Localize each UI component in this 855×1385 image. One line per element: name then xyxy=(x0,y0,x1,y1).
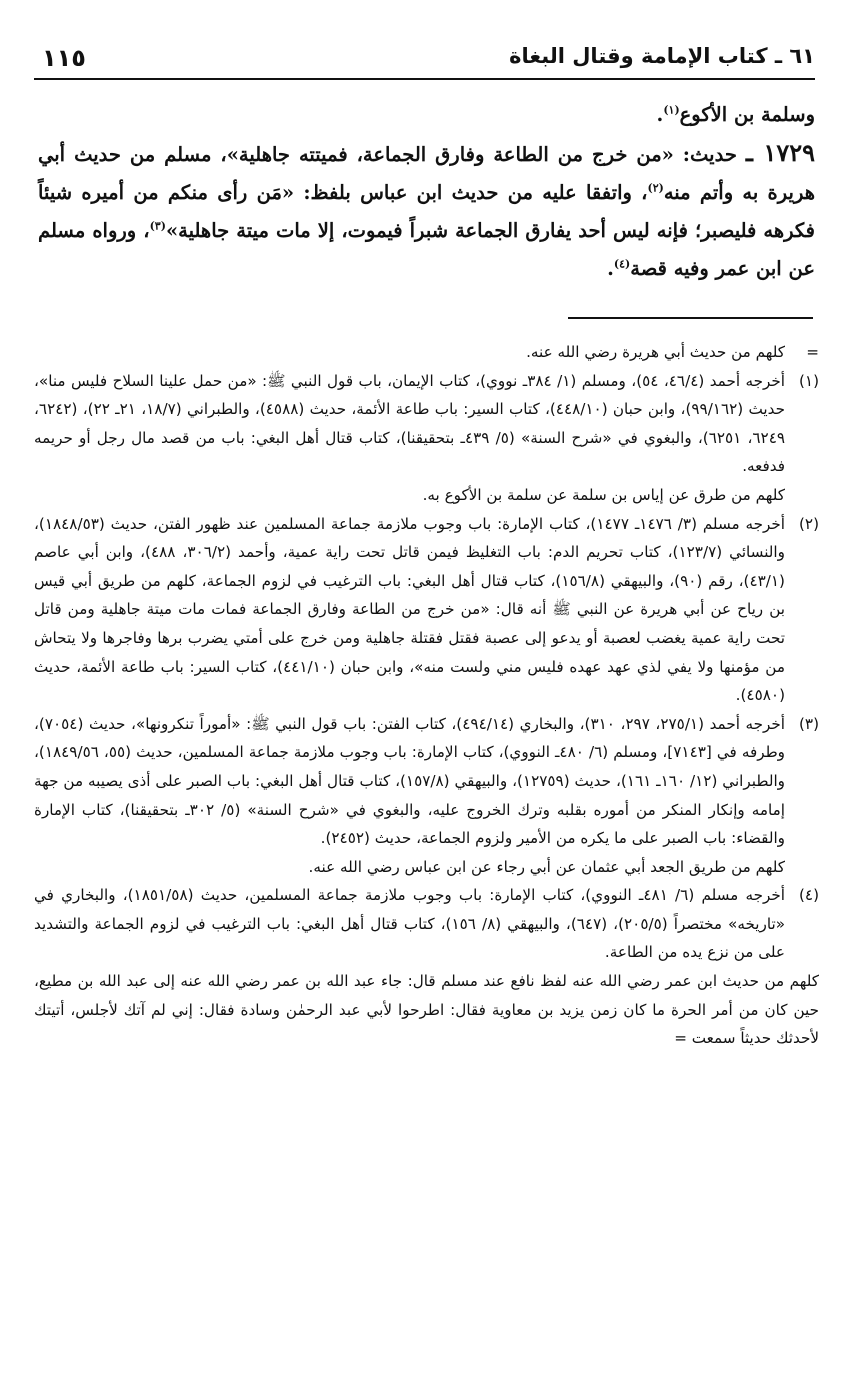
footnote-2-text: أخرجه مسلم (٣/ ١٤٧٦ـ ١٤٧٧)، كتاب الإمارة: باب وجوب ملازمة جماعة المسلمين عند ظهور الفتن، حديث (١٨٤٨/٥٣)، والنسائي (١٢٣/٧)، كتاب تحريم الدم: باب التغليظ فيمن قاتل تحت راية عمية، وأحمد (٣٠٦/٢، ٤٨٨)، وابن أبي عاصم (٤٣/١)، رقم (٩٠)، والبيهقي (١٥٦/٨)، كتاب قتال أهل البغي: باب الترغيب في لزوم الجماعة، كلهم من طريق أبي قيس بن رياح عن أبي هريرة عن النبي ﷺ أنه قال: «من خرج من الطاعة وفارق الجماعة فمات مات ميتة جاهلية ومن قاتل تحت راية عمية يغضب لعصبة أو يدعو إلى عصبة فقتل فقتلة جاهلية ومن خرج على أمتي يضرب برها وفاجرها ولا يتحاش من مؤمنها ولا يفي لذي عهد عهده فليس مني ولست منه»، وابن حبان (٤٤١/١٠)، كتاب السير: باب طاعة الأئمة، حديث (٤٥٨٠). xyxy=(34,514,786,705)
page-number: ١١٥ xyxy=(42,44,86,72)
footnote-1-mark: (١) xyxy=(798,371,819,390)
hadith-number: ١٧٢٩ ـ xyxy=(745,138,815,167)
footnote-4-text: أخرجه مسلم (٦/ ٤٨١ـ النووي)، كتاب الإمارة: باب وجوب ملازمة جماعة المسلمين، حديث (١٨٥١/٥٨)، والبخاري في «تاريخه» مختصراً (٢٠٥/٥)، (٦٤٧)، والبيهقي (٨/ ١٥٦)، كتاب قتال أهل البغي: باب الترغيب في لزوم الجماعة والتشديد على من نزع يده من الطاعة. xyxy=(34,886,785,962)
footnote-3-text: أخرجه أحمد (٢٧٥/١، ٢٩٧، ٣١٠)، والبخاري (٤٩٤/١٤)، كتاب الفتن: باب قول النبي ﷺ: «أموراً تنكرونها»، حديث (٧٠٥٤)، وطرفه في [٧١٤٣]، ومسلم (٦/ ٤٨٠ـ النووي)، كتاب الإمارة: باب وجوب ملازمة جماعة المسلمين، حديث (٥٥، ١٨٤٩/٥٦)، والطبراني (١٢/ ١٦٠ـ ١٦١)، حديث (١٢٧٥٩)، والبيهقي (١٥٧/٨)، كتاب قتال أهل البغي: باب الصبر على أذى يصيبه من جهة إمامه وإنكار المنكر من أموره بقلبه وترك الخروج عليه، والبغوي في «شرح السنة» (٥/ ٣٠٢ـ بتحقيقنا)، كتاب الإمارة والقضاء: باب الصبر على ما يكره من الأمير ولزوم الجماعة، حديث (٢٤٥٢). xyxy=(34,714,786,848)
footnote-1-note: كلهم من طرق عن إياس بن سلمة عن سلمة بن الأكوع به. xyxy=(422,485,785,504)
continuation-mark: = xyxy=(806,343,819,361)
footnote-ref-1: (١) xyxy=(663,103,680,117)
footnote-3-note: كلهم من طريق الجعد أبي عثمان عن أبي رجاء عن ابن عباس رضي الله عنه. xyxy=(308,857,785,876)
footnote-ref-3: (٣) xyxy=(149,219,166,233)
footnote-3-mark: (٣) xyxy=(798,714,819,733)
footnote-1-text: أخرجه أحمد (٤٦/٤، ٥٤)، ومسلم (١/ ٣٨٤ـ نووي)، كتاب الإيمان، باب قول النبي ﷺ: «من حمل علينا السلاح فليس منا»، حديث (٩٩/١٦٢)، وابن حبان (٤٤٨/١٠)، كتاب السير: باب طاعة الأئمة، حديث (٤٥٨٨)، والطبراني (١٨/٧، ٢١ـ ٢٢)، (٦٢٤٢، ٦٢٤٩، ٦٢٥١)، والبغوي في «شرح السنة» (٥/ ٤٣٩ـ بتحقيقنا)، كتاب قتال أهل البغي: باب من قصد مال رجل أو حريمه فدفعه. xyxy=(34,371,786,476)
hadith-text-2: ، واتفقا عليه من حديث ابن عباس بلفظ: «مَن رأى منكم من أميره شيئاً فكرهه فليصبر؛ فإنه ليس أحد يفارق الجماعة شبراً فيموت، إلا مات ميتة جاهلية» xyxy=(38,181,816,242)
main-line0-end: . xyxy=(656,103,664,126)
footnotes xyxy=(34,338,819,1053)
hadith-paragraph xyxy=(38,134,815,288)
page-header xyxy=(34,38,815,80)
footnote-divider xyxy=(568,317,813,319)
footnote-4-mark: (٤) xyxy=(798,886,819,905)
main-line-salama xyxy=(38,96,815,134)
footnote-1 xyxy=(34,367,819,481)
footnote-2 xyxy=(34,510,819,710)
hadith-text-3: ، ورواه مسلم عن ابن عمر وفيه قصة xyxy=(38,219,815,280)
footnote-4 xyxy=(34,881,819,967)
continuation-text: كلهم من حديث أبي هريرة رضي الله عنه. xyxy=(526,343,785,361)
hadith-text-4: . xyxy=(607,257,614,280)
footnote-3 xyxy=(34,710,819,853)
main-line0-text: وسلمة بن الأكوع xyxy=(679,103,815,126)
footnote-2-mark: (٢) xyxy=(798,514,819,533)
running-head: ٦١ ـ كتاب الإمامة وقتال البغاة xyxy=(509,44,815,68)
footnote-ref-2: (٢) xyxy=(647,181,664,195)
hadith-text-1: حديث: «من خرج من الطاعة وفارق الجماعة، فميتته جاهلية»، مسلم من حديث أبي هريرة به وأتم منه xyxy=(38,143,815,204)
main-text xyxy=(38,96,815,288)
footnote-ref-4: (٤) xyxy=(613,257,631,271)
footnote-4-note: كلهم من حديث ابن عمر رضي الله عنه لفظ نافع عند مسلم قال: جاء عبد الله بن عمر رضي الله عنه إلى عبد الله بن مطيع، حين كان من أمر الحرة ما كان زمن يزيد بن معاوية فقال: اطرحوا لأبي عبد الرحمٰن وسادة فقال: إني لم آتك لأجلس، أتيتك لأحدثك حديثاً سمعت = xyxy=(34,972,819,1048)
footnote-continuation xyxy=(34,338,819,367)
